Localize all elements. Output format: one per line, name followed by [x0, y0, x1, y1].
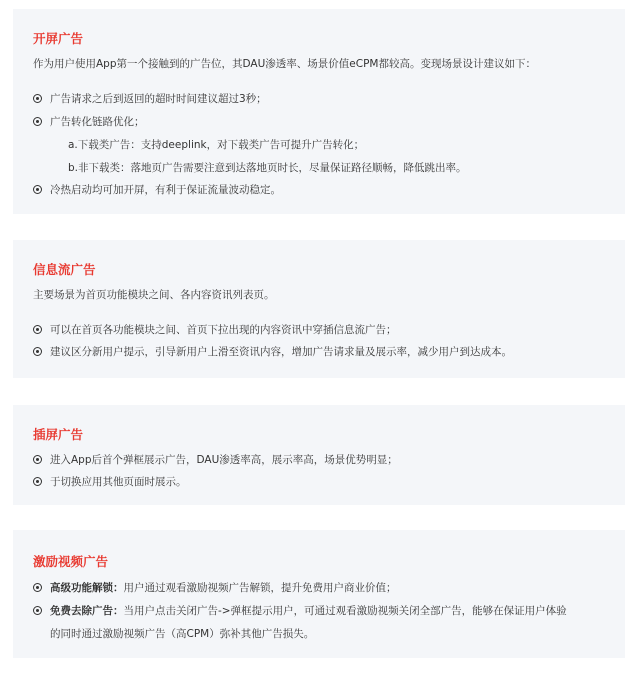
section-title: 信息流广告 [33, 262, 96, 277]
section-rewarded-video-ad [13, 530, 625, 658]
bullet-dot-icon [33, 347, 42, 356]
bullet-dot-icon [33, 325, 42, 334]
bullet-dot-icon [33, 477, 42, 486]
bullet-text: 当用户点击关闭广告->弹框提示用户，可通过观看激励视频关闭全部广告，能够在保证用户体验 [123, 605, 567, 617]
bullet-item [33, 183, 281, 197]
bullet-text: 进入App后首个弹框展示广告，DAU渗透率高，展示率高，场景优势明显； [50, 454, 398, 466]
bullet-item [33, 115, 145, 129]
bullet-text: 于切换应用其他页面时展示。 [50, 476, 187, 488]
bullet-item [33, 323, 397, 337]
bullet-text: 可以在首页各功能模块之间、首页下拉出现的内容资讯中穿插信息流广告； [50, 324, 397, 336]
bullet-text: 广告请求之后到返回的超时时间建议超过3秒； [50, 93, 267, 105]
bullet-dot-icon [33, 117, 42, 126]
bullet-item [33, 604, 567, 618]
bullet-dot-icon [33, 606, 42, 615]
bullet-label: 免费去除广告： [50, 605, 124, 617]
bullet-item [33, 92, 267, 106]
section-interstitial-ad [13, 405, 625, 505]
section-splash-ad [13, 9, 625, 214]
section-feed-ad [13, 240, 625, 378]
sub-item: b.非下载类：落地页广告需要注意到达落地页时长，尽量保证路径顺畅，降低跳出率。 [68, 162, 467, 174]
bullet-item [33, 345, 512, 359]
bullet-continuation: 的同时通过激励视频广告（高CPM）弥补其他广告损失。 [50, 628, 315, 640]
bullet-dot-icon [33, 185, 42, 194]
bullet-dot-icon [33, 455, 42, 464]
section-title: 插屏广告 [33, 427, 84, 442]
section-intro: 主要场景为首页功能模块之间、各内容资讯列表页。 [33, 289, 275, 301]
bullet-item [33, 453, 398, 467]
bullet-item [33, 581, 397, 595]
bullet-text: 冷热启动均可加开屏，有利于保证流量波动稳定。 [50, 184, 281, 196]
bullet-item [33, 475, 187, 489]
bullet-text: 建议区分新用户提示，引导新用户上滑至资讯内容，增加广告请求量及展示率，减少用户到达成本。 [50, 346, 512, 358]
bullet-text: 广告转化链路优化； [50, 116, 145, 128]
bullet-dot-icon [33, 94, 42, 103]
bullet-dot-icon [33, 583, 42, 592]
bullet-label: 高级功能解锁： [50, 582, 124, 594]
section-title: 开屏广告 [33, 31, 84, 46]
section-intro: 作为用户使用App第一个接触到的广告位，其DAU渗透率、场景价值eCPM都较高。变现场景设计建议如下： [33, 58, 536, 70]
bullet-text: 用户通过观看激励视频广告解锁，提升免费用户商业价值； [123, 582, 397, 594]
section-title: 激励视频广告 [33, 554, 109, 569]
sub-item: a.下载类广告：支持deeplink，对下载类广告可提升广告转化； [68, 139, 365, 151]
